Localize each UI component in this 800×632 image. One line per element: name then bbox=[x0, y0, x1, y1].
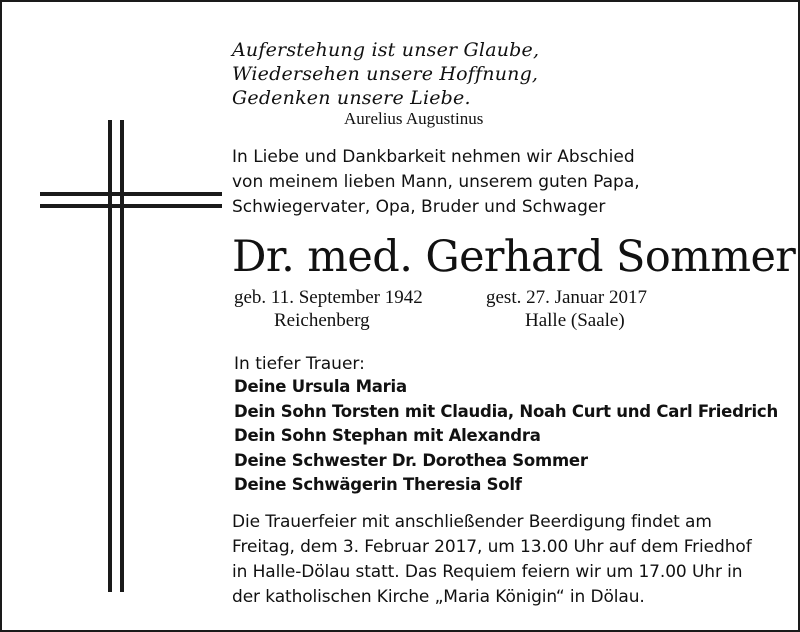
service-details bbox=[232, 510, 752, 610]
deceased-name: Dr. med. Gerhard Sommer bbox=[232, 232, 796, 282]
mourner: Deine Schwester Dr. Dorothea Sommer bbox=[234, 450, 588, 470]
mourner: Dein Sohn Stephan mit Alexandra bbox=[234, 426, 541, 446]
mourner: Dein Sohn Torsten mit Claudia, Noah Curt und Carl Friedrich bbox=[234, 401, 778, 421]
cross-horizontal-bar-lower bbox=[40, 204, 222, 208]
cross-horizontal-bar-upper bbox=[40, 192, 222, 196]
service-line: Freitag, dem 3. Februar 2017, um 13.00 Uhr auf dem Friedhof bbox=[232, 537, 752, 557]
quote-line: Auferstehung ist unser Glaube, bbox=[232, 39, 540, 61]
mourner: Deine Ursula Maria bbox=[234, 377, 407, 396]
intro-line: Schwiegervater, Opa, Bruder und Schwager bbox=[232, 197, 606, 217]
mourning-label: In tiefer Trauer: bbox=[234, 354, 365, 374]
service-line: der katholischen Kirche „Maria Königin“ in Dölau. bbox=[232, 587, 645, 607]
intro-text bbox=[232, 145, 640, 220]
mourner: Deine Schwägerin Theresia Solf bbox=[234, 475, 522, 495]
latin-cross-icon bbox=[40, 120, 222, 592]
quote-author: Aurelius Augustinus bbox=[344, 109, 484, 128]
quote-line: Gedenken unsere Liebe. bbox=[232, 87, 471, 109]
death-place: Halle (Saale) bbox=[525, 310, 625, 331]
cross-vertical-bar-outer bbox=[108, 120, 112, 592]
service-line: Die Trauerfeier mit anschließender Beerdigung findet am bbox=[232, 512, 712, 532]
birth-date: geb. 11. September 1942 bbox=[234, 287, 423, 308]
intro-line: In Liebe und Dankbarkeit nehmen wir Abschied bbox=[232, 147, 635, 167]
cross-vertical-bar-inner bbox=[120, 120, 124, 592]
quote bbox=[232, 38, 539, 110]
mourners-list bbox=[234, 375, 778, 498]
service-line: in Halle-Dölau statt. Das Requiem feiern wir um 17.00 Uhr in bbox=[232, 562, 743, 582]
intro-line: von meinem lieben Mann, unserem guten Papa, bbox=[232, 172, 640, 192]
birth-place: Reichenberg bbox=[274, 310, 370, 331]
death-date: gest. 27. Januar 2017 bbox=[486, 287, 647, 308]
quote-line: Wiedersehen unsere Hoffnung, bbox=[232, 63, 539, 85]
